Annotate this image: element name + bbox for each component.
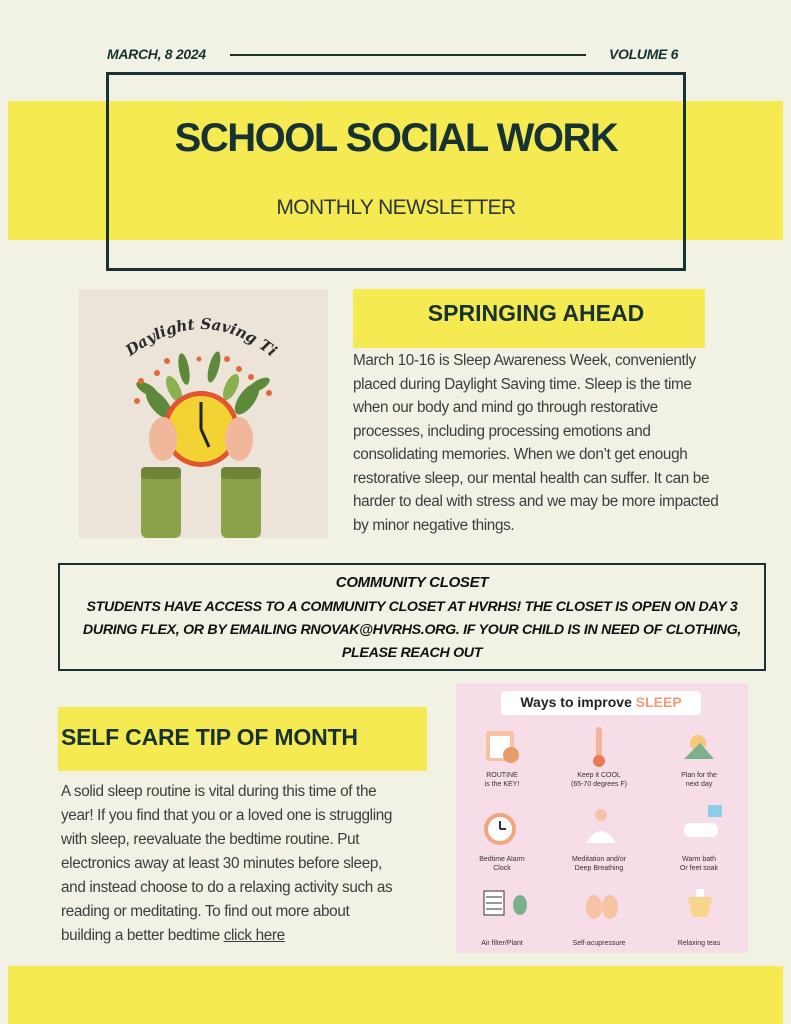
svg-text:Daylight Saving Time [79,289,281,360]
bathtub-icon [684,805,722,837]
meditation-icon [586,809,616,843]
selfcare-text: A solid sleep routine is vital during this time of the year! If you find that you or a loved one is struggling with sleep, reevaluate the bedtime routine. Put electronics away at least 30 minutes before sleep, and instead choose to do a relaxing activity such as reading or meditating. To find out more about building a better bedtime [61,783,393,944]
clipboard-icon [486,731,519,763]
issue-date: MARCH, 8 2024 [107,46,206,62]
springing-heading: SPRINGING AHEAD [427,300,645,326]
tip-label: Air filter/Plant [481,940,523,947]
teacup-icon [688,889,712,917]
infographic-title: Ways to improve SLEEP [520,694,682,710]
tip-label: Relaxing teas [677,940,721,947]
hands-acupressure-icon [586,895,618,919]
newsletter-subtitle: MONTHLY NEWSLETTER [276,196,516,219]
selfcare-body [61,780,396,948]
tip-label: Self-acupressure [572,940,626,947]
sleep-tips-infographic [456,683,748,953]
newsletter-title: SCHOOL SOCIAL WORK [174,116,618,160]
tip-label: ROUTINE is the KEY! [484,772,520,788]
tip-label: Meditation and/or Deep Breathing [571,856,627,872]
illustration-title: Daylight Saving Ti [122,314,281,361]
tip-label: Warm bath Or feet soak [679,856,719,872]
community-closet-heading: COMMUNITY CLOSET [335,574,489,591]
header-rule [230,54,586,56]
sunrise-icon [684,735,714,759]
title-frame [106,72,686,271]
selfcare-heading: SELF CARE TIP OF MONTH [61,724,358,750]
alarm-clock-icon [484,813,516,845]
daylight-saving-illustration [79,289,328,538]
issue-volume: VOLUME 6 [609,46,679,62]
springing-body: March 10-16 is Sleep Awareness Week, conveniently placed during Daylight Saving time. Sleep is the time when our body and mind go through restorative processes, including processing emotions and consolidating memories. When we don’t get enough restorative sleep, our mental health can suffer. It can be harder to deal with stress and we may be more impacted by minor negative things. [353,352,719,534]
footer-band [8,966,783,1024]
community-closet-body: STUDENTS HAVE ACCESS TO A COMMUNITY CLOSET AT HVRHS! THE CLOSET IS OPEN ON DAY 3 DURING FLEX, OR BY EMAILING RNOVAK@HVRHS.ORG. IF YOUR CHILD IS IN NEED OF CLOTHING, PLEASE REACH OUT [82,599,742,661]
tip-label: Bedtime Alarm Clock [479,856,525,872]
click-here-link[interactable]: click here [223,927,285,944]
tip-label: Keep it COOL (65-70 degrees F) [570,772,628,788]
tip-label: Plan for the next day [681,772,717,788]
air-filter-icon [484,891,527,915]
thermometer-icon [593,727,605,767]
